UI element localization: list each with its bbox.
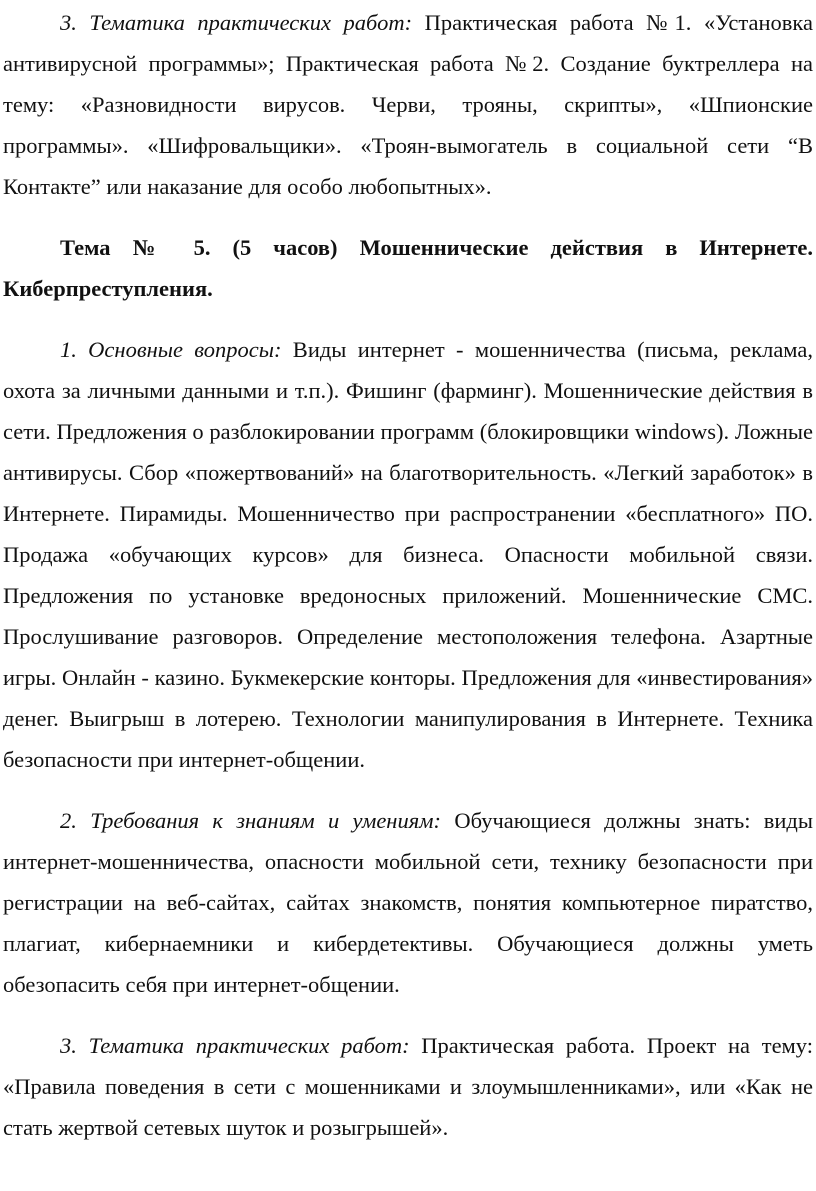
practical-works-label: 3. Тематика практических работ:: [60, 10, 413, 35]
requirements-text: Обучающиеся должны знать: виды интернет-мошенничества, опасности мобильной сети, технику безопасности при регистрации на веб-сайтах, сайтах знакомств, понятия компьютерное пиратство, плагиат, кибернаемники и кибердетективы. Обучающиеся должны уметь обезопасить себя при интернет-общении.: [3, 808, 813, 997]
requirements-label: 2. Требования к знаниям и умениям:: [60, 808, 442, 833]
main-questions-paragraph: [3, 329, 813, 780]
topic-heading: Тема № 5. (5 часов) Мошеннические действия в Интернете. Киберпреступления.: [3, 235, 813, 301]
practicals-label: 3. Тематика практических работ:: [60, 1033, 410, 1058]
practicals-text: Практическая работа. Проект на тему: «Правила поведения в сети с мошенниками и злоумышленниками», или «Как не стать жертвой сетевых шуток и розыгрышей».: [3, 1033, 813, 1140]
practical-works-topics-paragraph: [3, 2, 813, 207]
requirements-paragraph: [3, 800, 813, 1005]
main-questions-text: Виды интернет - мошенничества (письма, реклама, охота за личными данными и т.п.). Фишинг (фарминг). Мошеннические действия в сети. Предложения о разблокировании программ (блокировщики windows). Ложные антивирусы. Сбор «пожертвований» на благотворительность. «Легкий заработок» в Интернете. Пирамиды. Мошенничество при распространении «бесплатного» ПО. Продажа «обучающих курсов» для бизнеса. Опасности мобильной связи. Предложения по установке вредоносных приложений. Мошеннические СМС. Прослушивание разговоров. Определение местоположения телефона. Азартные игры. Онлайн - казино. Букмекерские конторы. Предложения для «инвестирования» денег. Выигрыш в лотерею. Технологии манипулирования в Интернете. Техника безопасности при интернет-общении.: [3, 337, 813, 772]
main-questions-label: 1. Основные вопросы:: [60, 337, 282, 362]
practical-works-text: Практическая работа №1. «Установка антивирусной программы»; Практическая работа №2. Создание буктреллера на тему: «Разновидности вирусов. Черви, трояны, скрипты», «Шпионские программы». «Шифровальщики». «Троян-вымогатель в социальной сети “В Контакте” или наказание для особо любопытных».: [3, 10, 813, 199]
practicals-paragraph: [3, 1025, 813, 1148]
